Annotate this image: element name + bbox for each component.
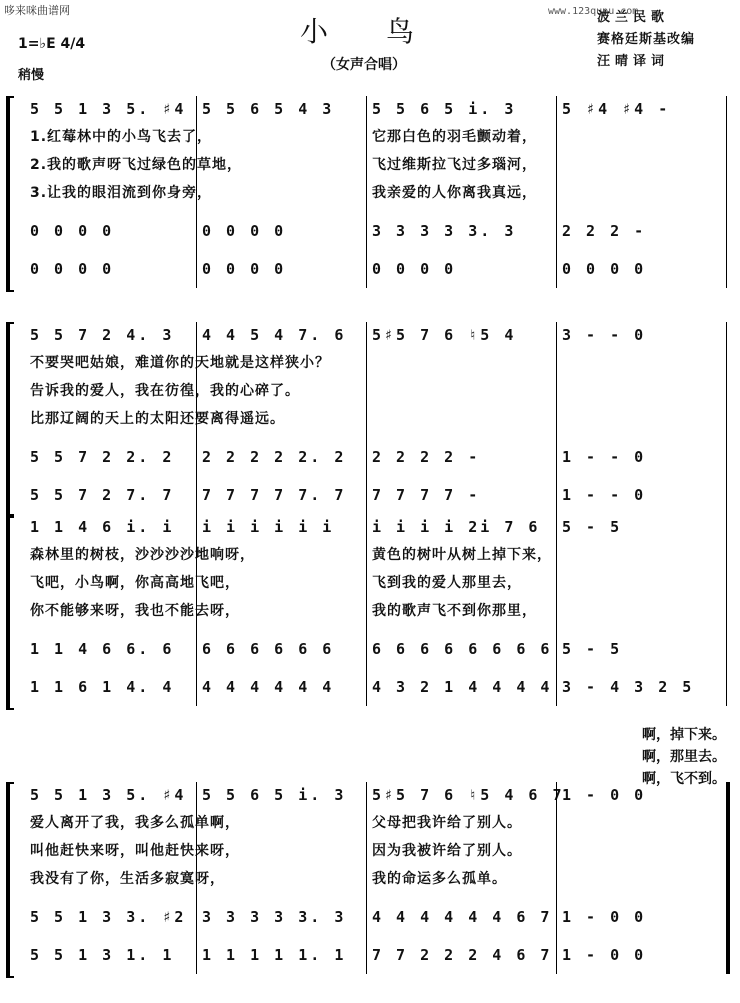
lyric-line: 飞到我的爱人那里去， <box>372 575 522 591</box>
bass-measure: 1 1 6 1 4. 4 <box>30 678 175 696</box>
lyric-line: 你不能够来呀，我也不能去呀， <box>30 603 240 619</box>
barline <box>366 782 367 974</box>
credit-lyricist: 汪晴译词 <box>597 54 670 69</box>
lyric-line: 爱人离开了我，我多么孤单啊， <box>30 815 240 831</box>
lyric-verse-3 <box>30 868 730 888</box>
score-system-1 <box>6 92 730 292</box>
system-bracket <box>6 514 14 710</box>
soprano-measure: 5 5 6 5 i. 3 <box>202 786 347 804</box>
lyric-line: 我的命运多么孤单。 <box>372 871 507 887</box>
bass-part-row <box>30 946 730 968</box>
bass-measure: 1 - - 0 <box>562 486 647 504</box>
soprano-measure: 3 - - 0 <box>562 326 647 344</box>
key-signature: 1=♭E 4/4 <box>18 36 86 52</box>
lyric-line: 黄色的树叶从树上掉下来， <box>372 547 552 563</box>
credit-origin: 波兰民歌 <box>597 10 670 25</box>
soprano-part-row <box>30 786 730 808</box>
site-watermark: 哆来咪曲谱网 <box>4 4 70 17</box>
lyric-line: 比那辽阔的天上的太阳还要离得遥远。 <box>30 411 285 427</box>
bass-measure: 1 - 0 0 <box>562 946 647 964</box>
bass-measure: 4 3 2 1 4 4 4 4 <box>372 678 553 696</box>
score-system-3 <box>6 510 730 787</box>
barline <box>366 514 367 706</box>
barline <box>196 96 197 288</box>
bass-measure: 7 7 7 7 - <box>372 486 481 504</box>
bass-measure: 0 0 0 0 <box>372 260 457 278</box>
tempo-marking: 稍慢 <box>18 68 45 83</box>
soprano-measure: 4 4 5 4 7. 6 <box>202 326 347 344</box>
alto-measure: 4 4 4 4 4 4 6 7 <box>372 908 553 926</box>
lyric-verse-3 <box>30 408 730 428</box>
barline <box>726 96 727 288</box>
score-system-2 <box>6 318 730 518</box>
soprano-part-row <box>30 518 730 540</box>
bass-part-row <box>30 260 730 282</box>
soprano-measure: 1 1 4 6 i. i <box>30 518 175 536</box>
barline <box>196 782 197 974</box>
soprano-measure: 5♯5 7 6 ♮5 4 <box>372 326 517 344</box>
barline <box>726 782 730 974</box>
soprano-measure: 5 5 6 5 i. 3 <box>372 100 517 118</box>
alto-measure: 5 5 1 3 3. ♯2 <box>30 908 187 926</box>
barline <box>556 96 557 288</box>
system-bracket <box>6 96 14 292</box>
barline <box>726 514 727 706</box>
soprano-measure: 5 - 5 <box>562 518 623 536</box>
alto-measure: 1 - 0 0 <box>562 908 647 926</box>
lyric-verse-3 <box>30 182 730 202</box>
soprano-measure: i i i i 2i 7 6 <box>372 518 541 536</box>
soprano-measure: 5 5 6 5 4 3 <box>202 100 335 118</box>
song-title: 小鸟 <box>300 15 473 48</box>
soprano-measure: 5 5 1 3 5. ♯4 <box>30 100 187 118</box>
alto-measure: 1 1 4 6 6. 6 <box>30 640 175 658</box>
barline <box>196 322 197 514</box>
lyric-verse-1 <box>30 812 730 832</box>
lyric-line: 2.我的歌声呀飞过绿色的草地， <box>30 157 243 173</box>
lyric-verse-3 <box>30 600 730 620</box>
alto-measure: 3 3 3 3 3. 3 <box>372 222 517 240</box>
bass-measure: 5 5 7 2 7. 7 <box>30 486 175 504</box>
lyric-line: 因为我被许给了别人。 <box>372 843 522 859</box>
bass-measure: 1 1 1 1 1. 1 <box>202 946 347 964</box>
alto-measure: 0 0 0 0 <box>202 222 287 240</box>
bass-measure: 0 0 0 0 <box>202 260 287 278</box>
lyric-verse-1 <box>30 544 730 564</box>
lyric-line: 不要哭吧姑娘，难道你的天地就是这样狭小？ <box>30 355 330 371</box>
system-bracket <box>6 782 14 978</box>
lyric-line: 父母把我许给了别人。 <box>372 815 522 831</box>
barline <box>556 322 557 514</box>
lyric-verse-2 <box>30 840 730 860</box>
alto-measure: 2 2 2 2 2. 2 <box>202 448 347 466</box>
soprano-measure: 5 5 1 3 5. ♯4 <box>30 786 187 804</box>
soprano-measure: 5 5 7 2 4. 3 <box>30 326 175 344</box>
alto-part-row <box>30 222 730 244</box>
bass-measure: 4 4 4 4 4 4 <box>202 678 335 696</box>
lyric-verse-2 <box>30 154 730 174</box>
credit-arranger: 赛格廷斯基改编 <box>597 32 696 47</box>
lyric-verse-2 <box>30 380 730 400</box>
lyric-line: 3.让我的眼泪流到你身旁， <box>30 185 213 201</box>
barline <box>556 782 557 974</box>
score-system-4 <box>6 778 730 978</box>
bass-part-row <box>30 486 730 508</box>
alto-part-row <box>30 640 730 662</box>
lyric-line: 飞过维斯拉飞过多瑙河， <box>372 157 537 173</box>
soprano-measure: 5 ♯4 ♯4 - <box>562 100 671 118</box>
lyric-line: 森林里的树枝，沙沙沙沙地响呀， <box>30 547 255 563</box>
barline <box>366 96 367 288</box>
lyric-line: 1.红莓林中的小鸟飞去了， <box>30 129 213 145</box>
alto-measure: 5 5 7 2 2. 2 <box>30 448 175 466</box>
alto-measure: 5 - 5 <box>562 640 623 658</box>
alto-part-row <box>30 448 730 470</box>
alto-measure: 1 - - 0 <box>562 448 647 466</box>
bass-measure: 0 0 0 0 <box>30 260 115 278</box>
lyric-verse-1 <box>30 352 730 372</box>
bass-part-row <box>30 678 730 700</box>
lyric-line: 飞吧，小鸟啊，你高高地飞吧， <box>30 575 240 591</box>
lyric-line: 叫他赶快来呀，叫他赶快来呀， <box>30 843 240 859</box>
barline <box>366 322 367 514</box>
lyric-line: 我亲爱的人你离我真远， <box>372 185 537 201</box>
bass-measure: 0 0 0 0 <box>562 260 647 278</box>
bass-measure: 3 - 4 3 2 5 <box>562 678 695 696</box>
ending-lyric: 啊，掉下来。 <box>642 727 726 743</box>
lyric-line: 告诉我的爱人，我在彷徨，我的心碎了。 <box>30 383 300 399</box>
site-url-watermark: www.123qupu.com <box>548 6 639 17</box>
alto-measure: 0 0 0 0 <box>30 222 115 240</box>
ending-lyric: 啊，飞不到。 <box>642 771 726 787</box>
barline <box>556 514 557 706</box>
barline <box>726 322 727 514</box>
soprano-part-row <box>30 100 730 122</box>
bass-measure: 7 7 2 2 2 4 6 7 <box>372 946 553 964</box>
alto-part-row <box>30 908 730 930</box>
soprano-measure: 1 - 0 0 <box>562 786 647 804</box>
alto-measure: 3 3 3 3 3. 3 <box>202 908 347 926</box>
song-subtitle: （女声合唱） <box>322 57 406 73</box>
bass-measure: 5 5 1 3 1. 1 <box>30 946 175 964</box>
soprano-measure: i i i i i i <box>202 518 335 536</box>
alto-measure: 2 2 2 - <box>562 222 647 240</box>
alto-measure: 6 6 6 6 6 6 <box>202 640 335 658</box>
alto-measure: 6 6 6 6 6 6 6 6 <box>372 640 553 658</box>
lyric-line: 它那白色的羽毛颤动着， <box>372 129 537 145</box>
soprano-part-row <box>30 326 730 348</box>
bass-measure: 7 7 7 7 7. 7 <box>202 486 347 504</box>
system-bracket <box>6 322 14 518</box>
barline <box>196 514 197 706</box>
ending-lyric: 啊，那里去。 <box>642 749 726 765</box>
soprano-measure: 5♯5 7 6 ♮5 4 6 7 <box>372 786 565 804</box>
lyric-line: 我没有了你，生活多寂寞呀， <box>30 871 225 887</box>
alto-measure: 2 2 2 2 - <box>372 448 481 466</box>
lyric-line: 我的歌声飞不到你那里， <box>372 603 537 619</box>
lyric-verse-2 <box>30 572 730 592</box>
lyric-verse-1 <box>30 126 730 146</box>
